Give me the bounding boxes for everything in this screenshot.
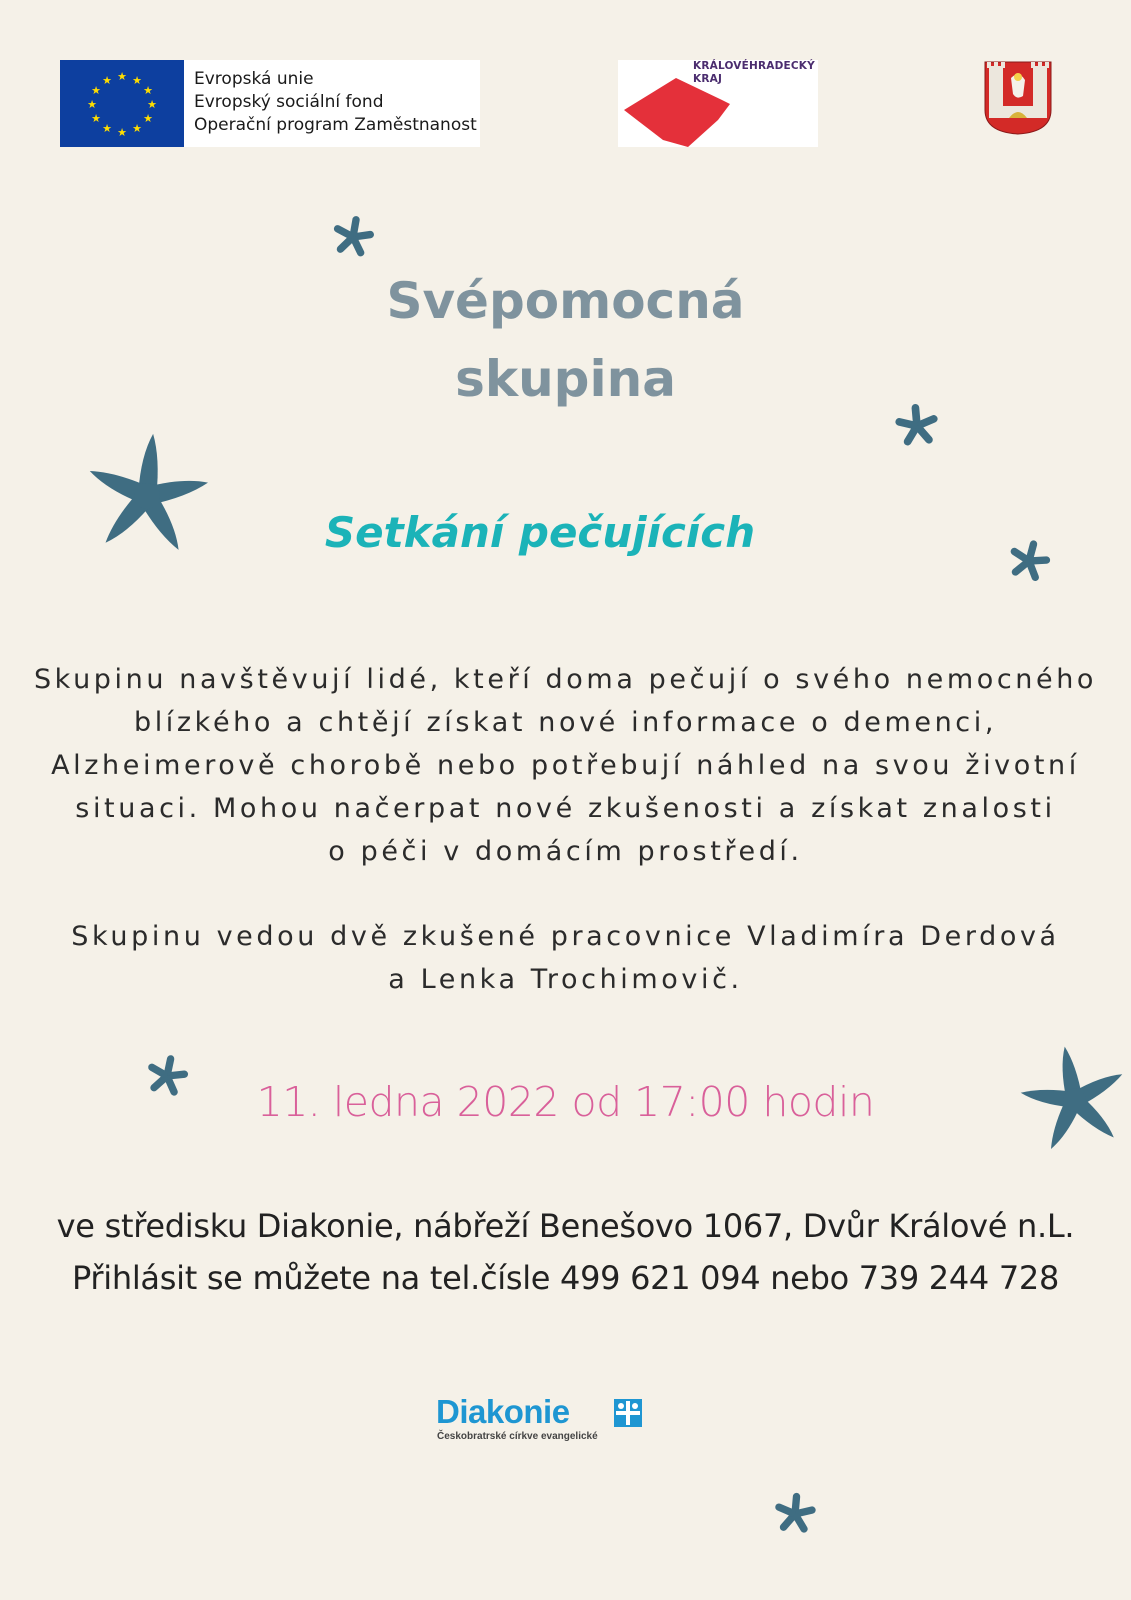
eu-line-3: Operační program Zaměstnanost [194, 115, 477, 135]
kraj-logo-text [693, 60, 815, 86]
paragraph-line: Skupinu vedou dvě zkušené pracovnice Vladimíra Derdová [71, 921, 1060, 952]
paragraph-line: situaci. Mohou načerpat nové zkušenosti a získat znalosti [75, 793, 1056, 824]
kraj-line-1: KRÁLOVÉHRADECKÝ [693, 60, 815, 72]
eu-flag-icon [60, 60, 184, 147]
asterisk-decoration-icon [772, 1488, 818, 1540]
eu-line-2: Evropský sociální fond [194, 92, 384, 112]
diakonie-subtitle: Českobratrské církve evangelické [437, 1431, 598, 1442]
address-line: ve středisku Diakonie, nábřeží Benešovo 1067, Dvůr Králové n.L. [56, 1207, 1075, 1245]
svg-text:★: ★ [91, 112, 101, 125]
eu-line-1: Evropská unie [194, 69, 314, 89]
svg-text:★: ★ [143, 112, 153, 125]
kralovehradecky-kraj-logo [618, 60, 818, 147]
svg-text:★: ★ [102, 74, 112, 87]
title-line-2: skupina [455, 350, 676, 408]
svg-text:★: ★ [132, 122, 142, 135]
diakonie-cross-icon [614, 1399, 642, 1427]
description-paragraph [0, 658, 1131, 873]
page-subtitle: Setkání pečujících [324, 508, 756, 557]
eu-logo-text [184, 60, 477, 147]
svg-text:★: ★ [102, 122, 112, 135]
paragraph-line: Alzheimerově chorobě nebo potřebují náhled na svou životní [51, 750, 1080, 781]
eu-esf-logo [60, 60, 480, 147]
svg-text:★: ★ [147, 98, 157, 111]
event-date: 11. ledna 2022 od 17:00 hodin [256, 1078, 875, 1126]
diakonie-logo [436, 1393, 646, 1443]
paragraph-line: o péči v domácím prostředí. [328, 836, 803, 867]
svg-text:★: ★ [117, 126, 127, 139]
diakonie-name: Diakonie [436, 1393, 570, 1430]
svg-text:★: ★ [87, 98, 97, 111]
paragraph-line: Skupinu navštěvují lidé, kteří doma pečují o svého nemocného [33, 664, 1098, 695]
svg-text:★: ★ [143, 84, 153, 97]
contact-line: Přihlásit se můžete na tel.čísle 499 621 094 nebo 739 244 728 [71, 1259, 1060, 1297]
asterisk-decoration-icon [330, 212, 376, 262]
address-contact-block [0, 1200, 1131, 1304]
title-line-1: Svépomocná [386, 272, 745, 330]
kraj-line-2: KRAJ [693, 73, 723, 85]
paragraph-line: a Lenka Trochimovič. [388, 964, 743, 995]
leaders-paragraph [0, 915, 1131, 1001]
town-coat-of-arms-icon [983, 60, 1053, 135]
svg-text:★: ★ [132, 74, 142, 87]
svg-text:★: ★ [117, 70, 127, 83]
svg-text:★: ★ [91, 84, 101, 97]
page-title [0, 262, 1131, 418]
paragraph-line: blízkého a chtějí získat nové informace o demenci, [133, 707, 998, 738]
